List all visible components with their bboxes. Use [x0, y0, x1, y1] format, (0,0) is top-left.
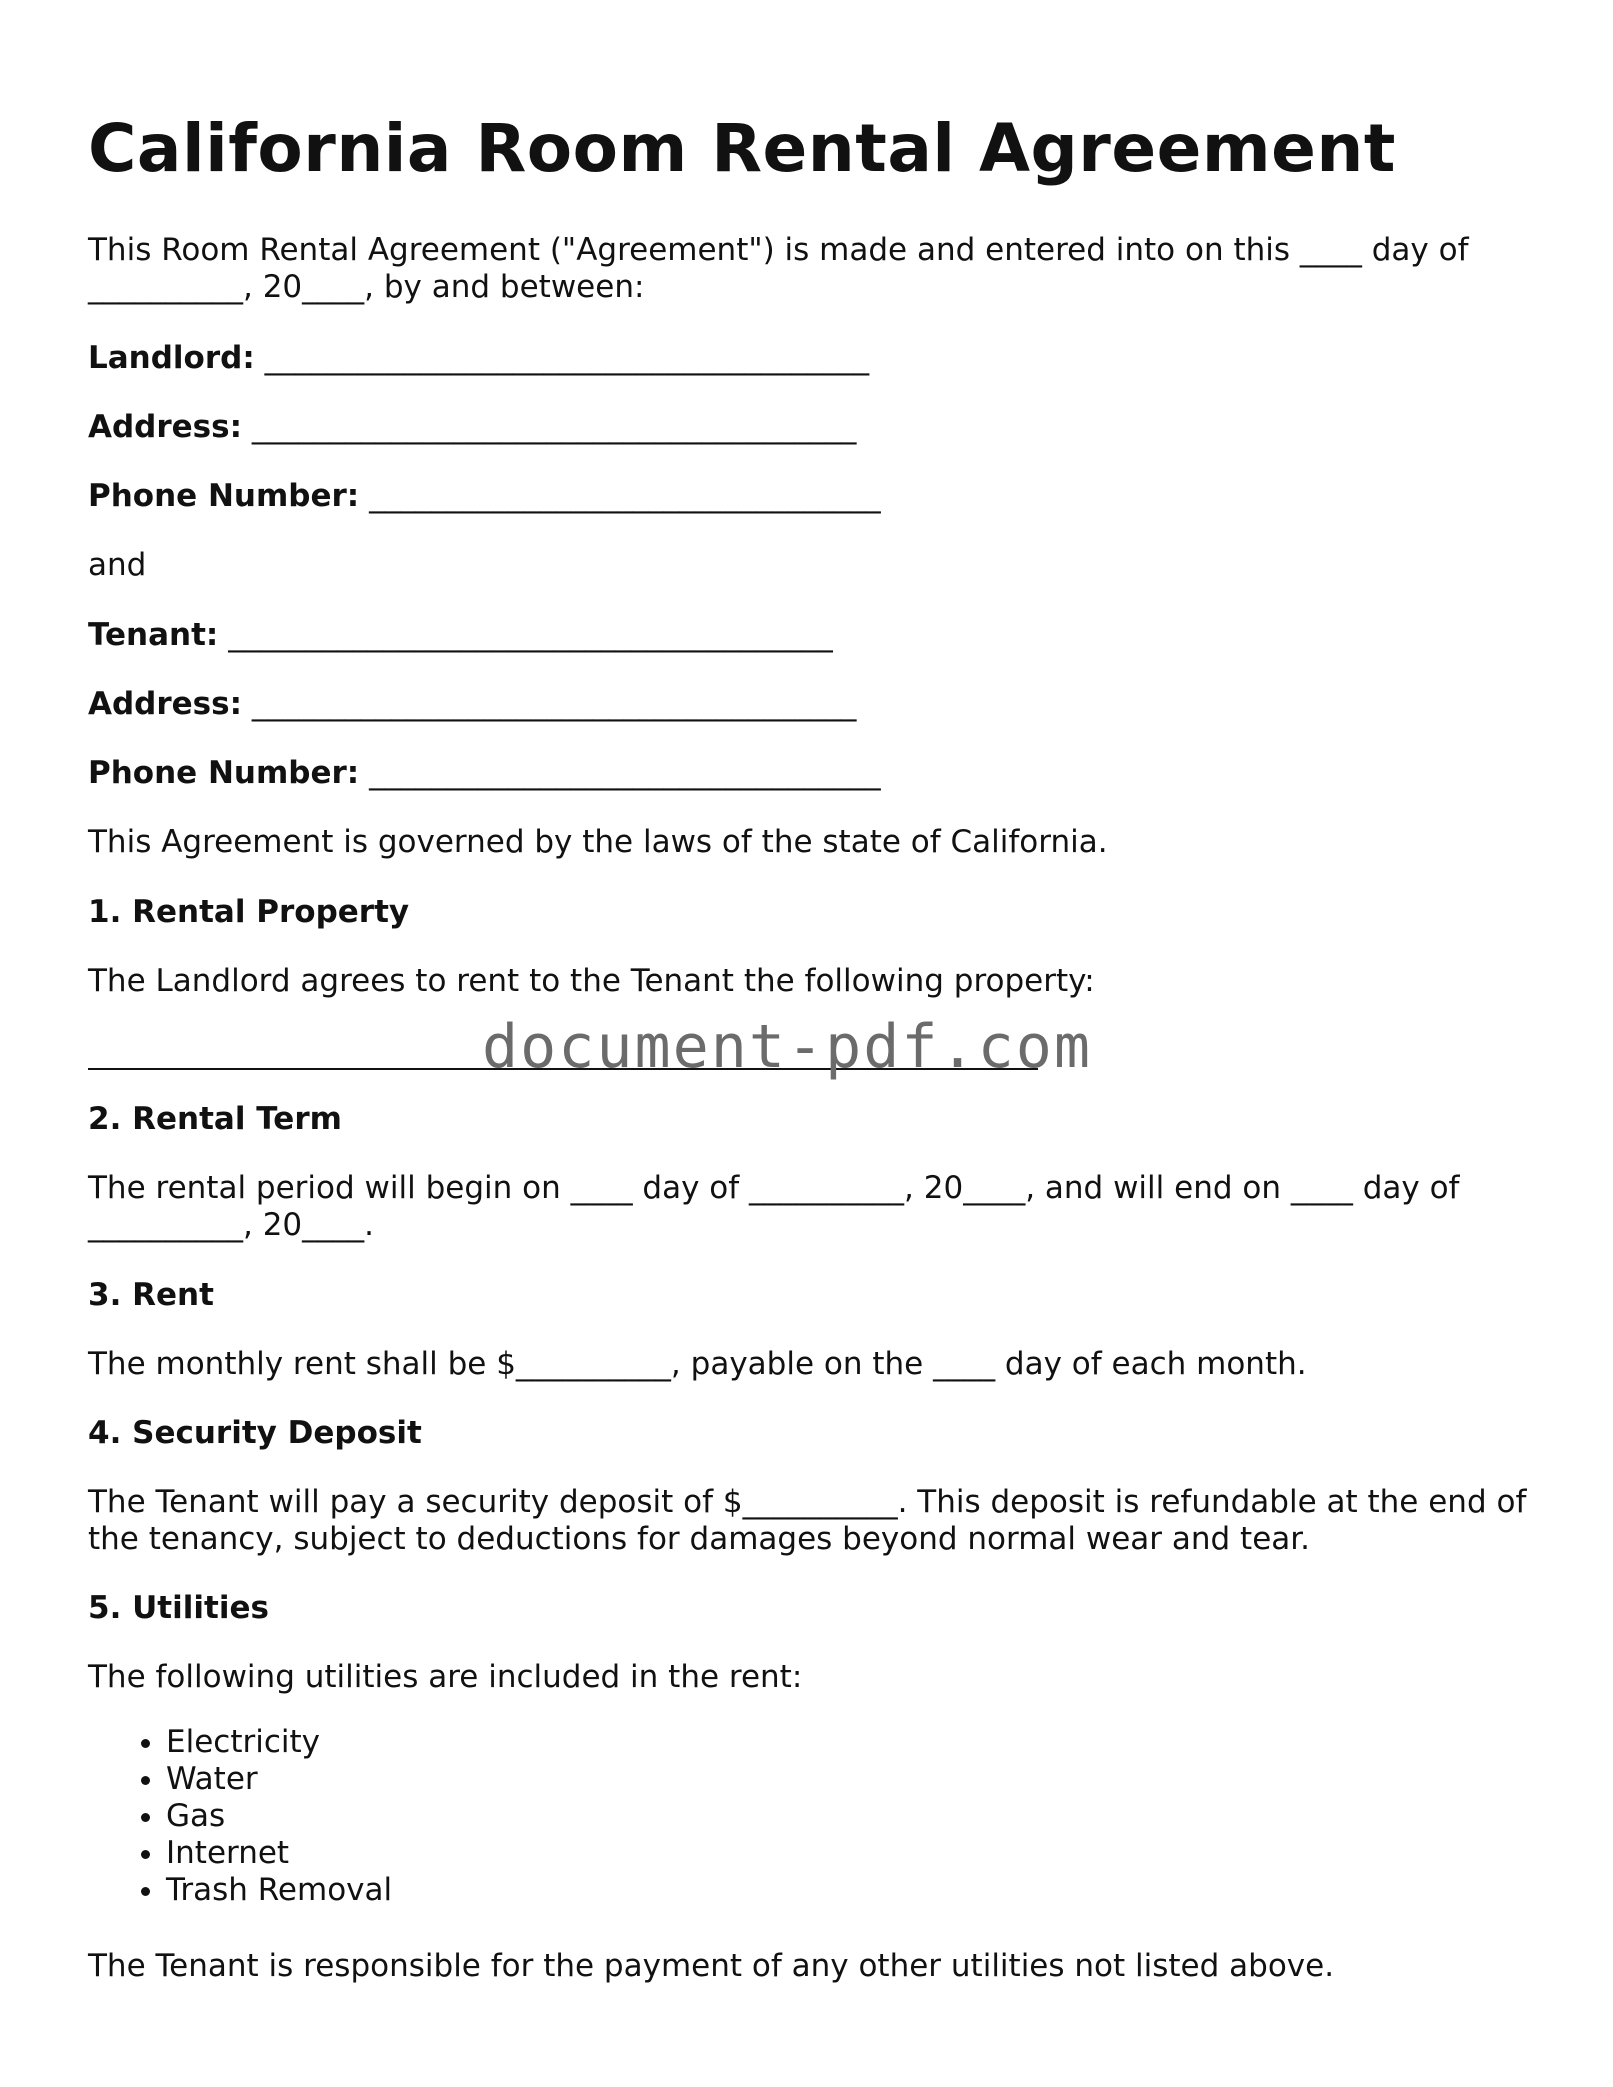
tenant-name-line: [88, 617, 833, 654]
utility-item-water: • Water: [166, 1761, 392, 1798]
landlord-phone-label: Phone Number:: [88, 478, 360, 514]
watermark-text: document-pdf.com: [482, 1012, 1092, 1082]
tenant-name-label: Tenant:: [88, 617, 219, 653]
tenant-phone-blank[interactable]: _________________________________: [369, 755, 881, 791]
document-title: California Room Rental Agreement: [88, 110, 1396, 187]
section-rental-property-heading: 1. Rental Property: [88, 894, 410, 930]
utility-item-internet: • Internet: [166, 1835, 392, 1872]
section-security-deposit-text: The Tenant will pay a security deposit of $__________. This deposit is refundable at the end of the tenancy, subject to deductions for damages beyond normal wear and tear.: [88, 1484, 1527, 1557]
landlord-address-label: Address:: [88, 409, 242, 445]
section-utilities-heading: 5. Utilities: [88, 1590, 269, 1626]
governing-law-text: This Agreement is governed by the laws of the state of California.: [88, 824, 1108, 860]
intro-paragraph: This Room Rental Agreement ("Agreement") is made and entered into on this ____ day of __________, 20____, by and between:: [88, 232, 1469, 305]
landlord-address-blank[interactable]: _______________________________________: [251, 409, 857, 445]
landlord-address-line: [88, 409, 856, 446]
section-rental-term-text: The rental period will begin on ____ day of __________, 20____, and will end on ____ day of __________, 20____.: [88, 1170, 1460, 1243]
utility-item-gas: • Gas: [166, 1798, 392, 1835]
section-rental-property-text: The Landlord agrees to rent to the Tenant the following property:: [88, 963, 1095, 999]
utility-item-trash-removal: • Trash Removal: [166, 1872, 392, 1909]
landlord-name-label: Landlord:: [88, 340, 255, 376]
section-rent-heading: 3. Rent: [88, 1277, 214, 1313]
and-text: and: [88, 547, 147, 583]
section-rent-text: The monthly rent shall be $__________, payable on the ____ day of each month.: [88, 1346, 1307, 1382]
utilities-list: [88, 1724, 392, 1909]
section-rental-term-heading: 2. Rental Term: [88, 1101, 342, 1137]
tenant-address-line: [88, 686, 856, 723]
landlord-name-blank[interactable]: _______________________________________: [264, 340, 870, 376]
tenant-phone-label: Phone Number:: [88, 755, 360, 791]
utility-item-electricity: • Electricity: [166, 1724, 392, 1761]
tenant-phone-line: [88, 755, 881, 792]
tenant-name-blank[interactable]: _______________________________________: [228, 617, 833, 653]
tenant-address-label: Address:: [88, 686, 242, 722]
landlord-phone-line: [88, 478, 881, 515]
section-utilities-closing: The Tenant is responsible for the payment of any other utilities not listed above.: [88, 1948, 1335, 1984]
section-security-deposit-heading: 4. Security Deposit: [88, 1415, 422, 1451]
landlord-name-line: [88, 340, 869, 377]
landlord-phone-blank[interactable]: _________________________________: [369, 478, 881, 514]
section-utilities-text: The following utilities are included in the rent:: [88, 1659, 803, 1695]
tenant-address-blank[interactable]: _______________________________________: [251, 686, 857, 722]
